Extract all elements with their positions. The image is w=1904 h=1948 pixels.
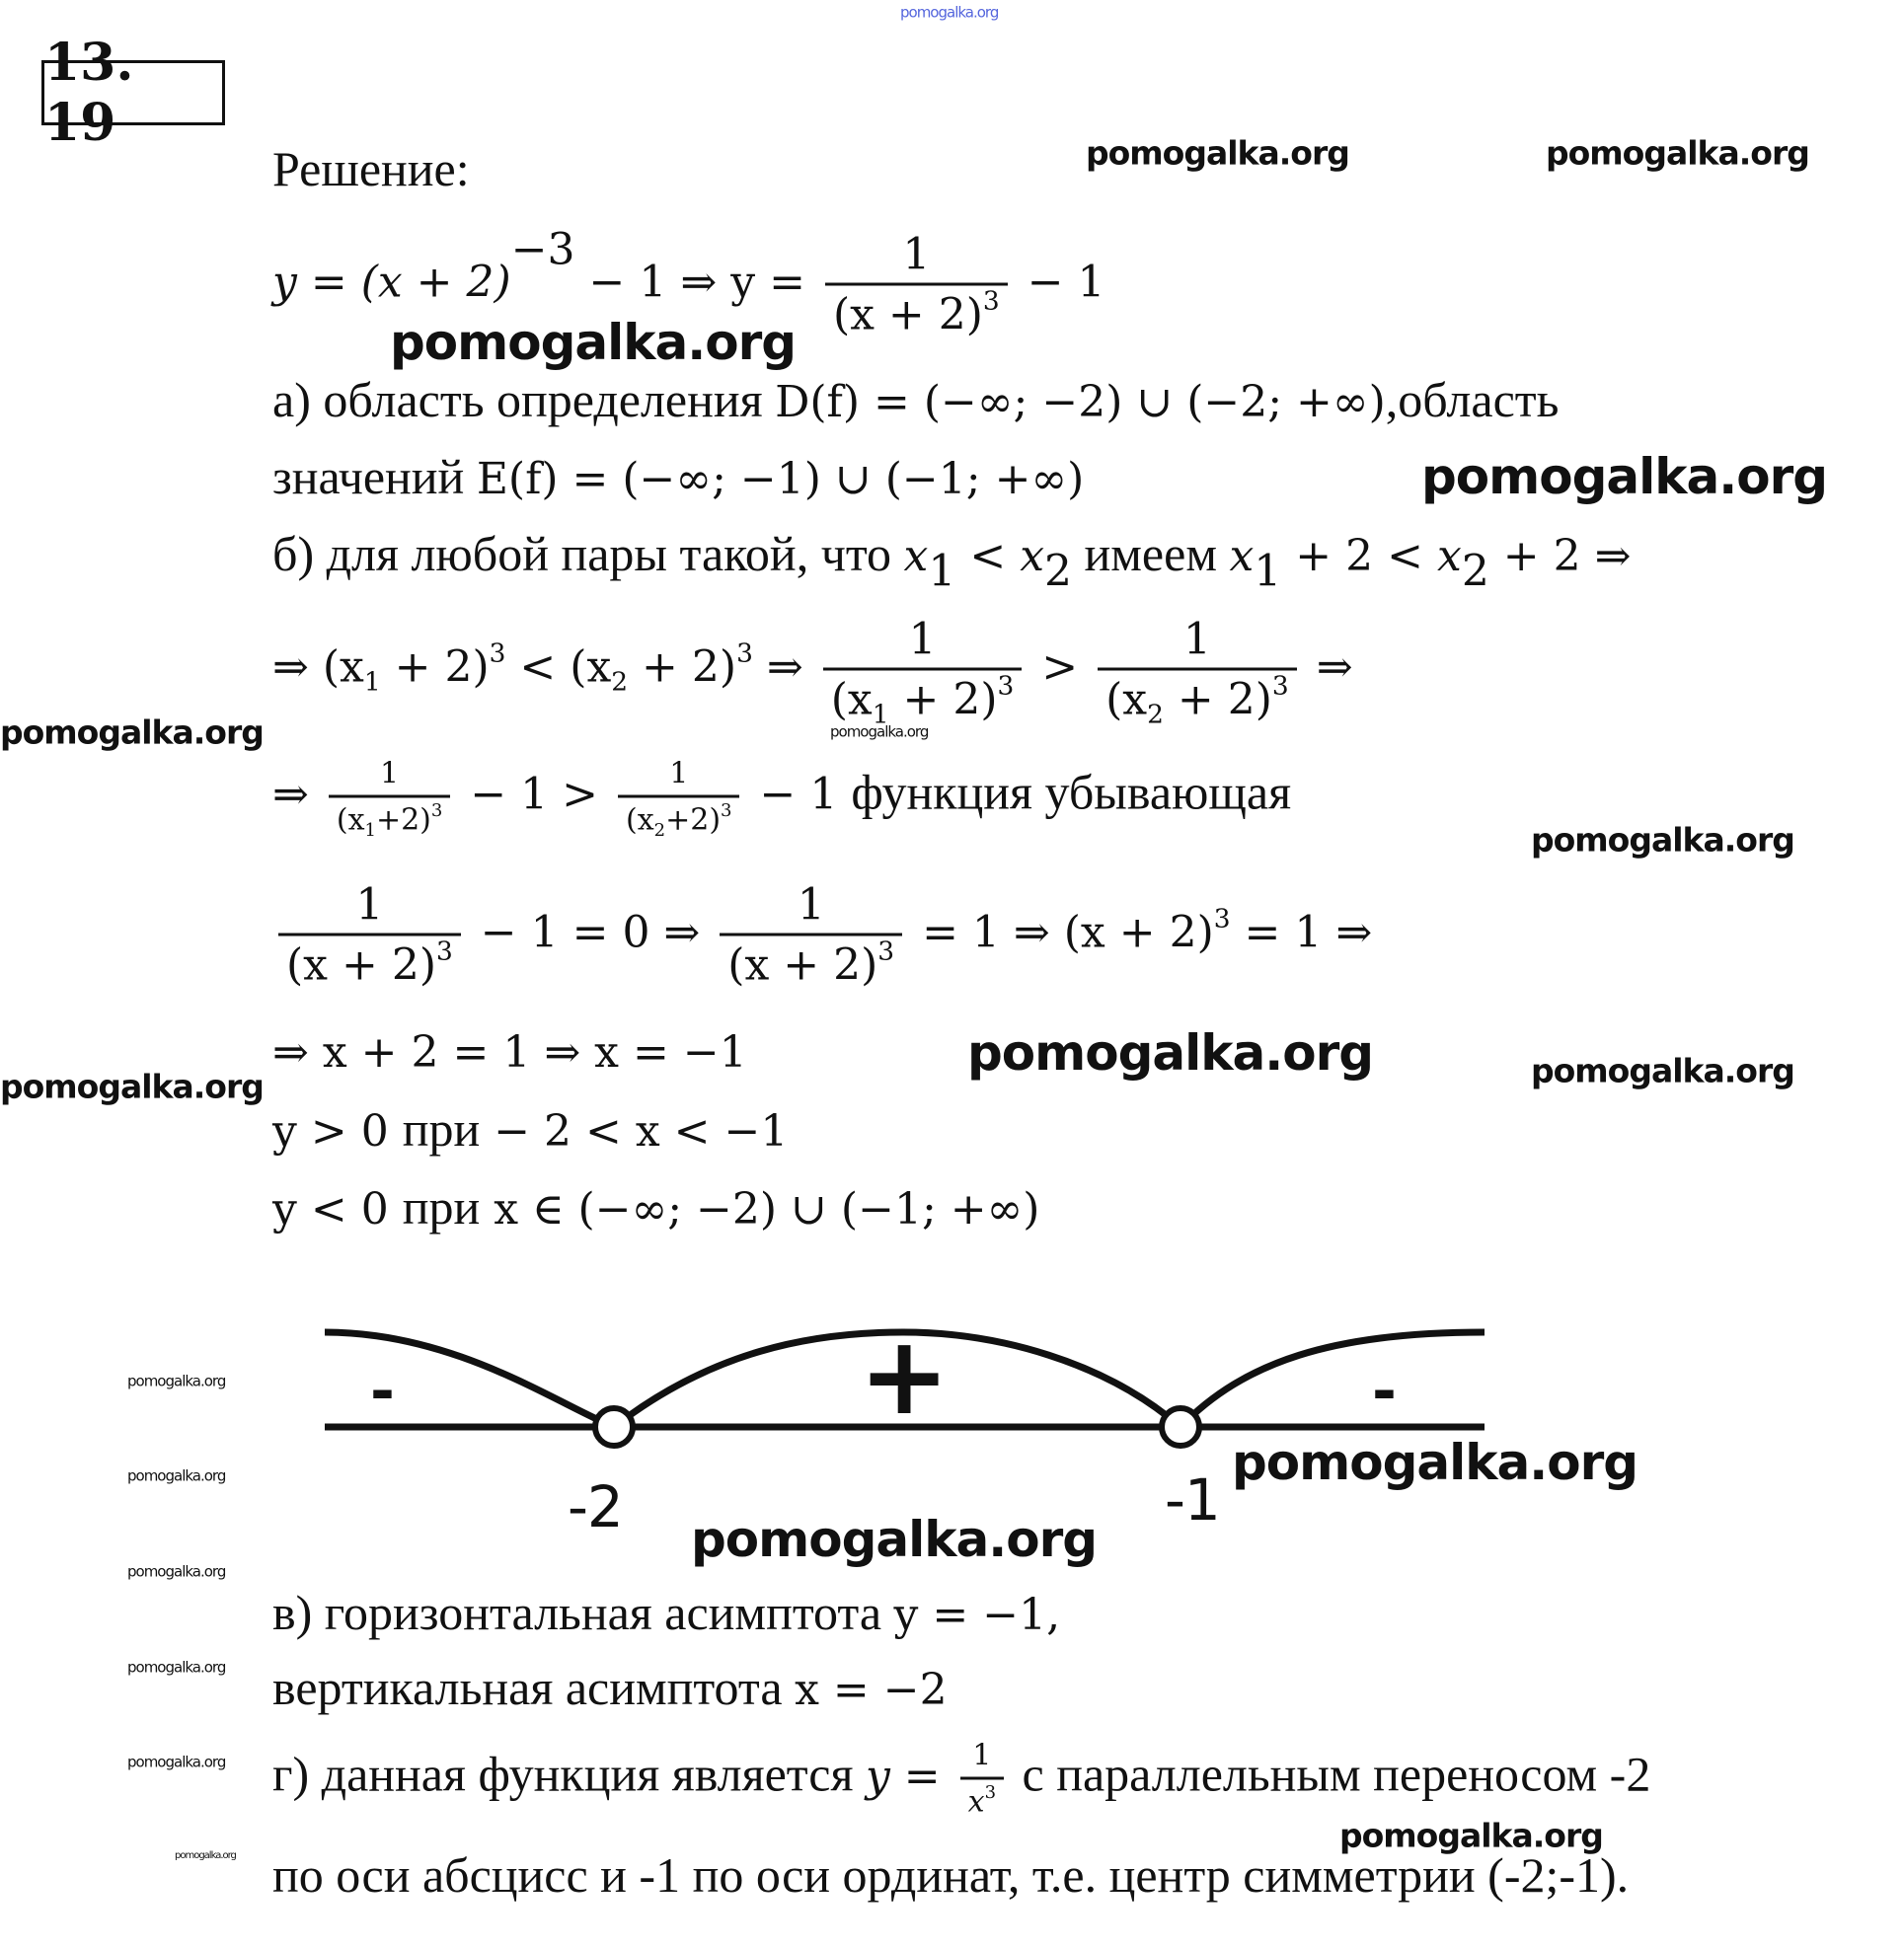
watermark: pomogalka.org [830, 722, 929, 741]
transform-line-2: по оси абсцисс и -1 по оси ординат, т.е. центр симметрии (-2;-1). [272, 1847, 1630, 1903]
problem-number: 13. 19 [41, 60, 225, 125]
sign-arc-left [325, 1332, 614, 1427]
horizontal-asymptote: в) горизонтальная асимптота y = −1, [272, 1585, 1061, 1640]
open-point-minus-1 [1162, 1408, 1199, 1446]
sign-middle: + [859, 1312, 950, 1439]
watermark: pomogalka.org [1086, 133, 1349, 173]
watermark: pomogalka.org [0, 712, 264, 752]
watermark: pomogalka.org [127, 1562, 226, 1581]
watermark: pomogalka.org [127, 1658, 226, 1677]
monotonic-line-1: б) для любой пары такой, что $x_1 < x_2$ имеем $x_1 + 2 < x_2 + 2$ ⇒ [272, 526, 1632, 597]
zero-solution: ⇒ x + 2 = 1 ⇒ x = −1 [272, 1027, 747, 1078]
watermark: pomogalka.org [691, 1511, 1098, 1568]
label-minus-1: -1 [1165, 1466, 1220, 1534]
positive-interval: y > 0 при − 2 < x < −1 [272, 1101, 789, 1157]
watermark: pomogalka.org [1546, 133, 1809, 173]
watermark: pomogalka.org [1232, 1434, 1638, 1491]
domain-line: а) область определения D(f) = (−∞; −2) ∪ (−2; +∞),область [272, 372, 1560, 427]
vertical-asymptote: вертикальная асимптота x = −2 [272, 1660, 948, 1715]
sign-arc-right [1180, 1332, 1485, 1427]
label-minus-2: -2 [568, 1473, 623, 1540]
watermark: pomogalka.org [127, 1753, 226, 1771]
watermark: pomogalka.org [1339, 1816, 1603, 1855]
top-watermark: pomogalka.org [900, 3, 999, 22]
open-point-minus-2 [595, 1408, 633, 1446]
monotonic-line-2: ⇒ $(x_1 + 2)^3 < (x_2 + 2)^3$ ⇒ $\frac{1}{(x_1 + 2)^3}$ > $\frac{1}{(x_2 + 2)^3}$ ⇒ [272, 614, 1353, 730]
transform-line-1: г) данная функция является y = $\frac{1}{x^3}$ с параллельным переносом -2 [272, 1738, 1651, 1820]
range-line: значений E(f) = (−∞; −1) ∪ (−1; +∞) [272, 449, 1085, 504]
watermark: pomogalka.org [127, 1372, 226, 1390]
sign-right: - [1372, 1357, 1396, 1426]
sign-left: - [370, 1357, 394, 1426]
watermark: pomogalka.org [1531, 1051, 1794, 1090]
solution-heading: Решение: [272, 141, 470, 196]
watermark: pomogalka.org [0, 1067, 264, 1106]
watermark: pomogalka.org [1421, 448, 1828, 505]
watermark: pomogalka.org [390, 314, 797, 371]
watermark: pomogalka.org [127, 1466, 226, 1485]
watermark: pomogalka.org [1531, 820, 1794, 860]
watermark: pomogalka.org [175, 1850, 236, 1861]
negative-interval: y < 0 при x ∈ (−∞; −2) ∪ (−1; +∞) [272, 1179, 1040, 1235]
monotonic-line-3: ⇒ $\frac{1}{(x_1+2)^3}$ − 1 > $\frac{1}{(x_2+2)^3}$ − 1 функция убывающая [272, 756, 1292, 841]
zero-equation: $\frac{1}{(x + 2)^3}$ − 1 = 0 ⇒ $\frac{1}{(x + 2)^3}$ = 1 ⇒ $(x + 2)^3 = 1$ ⇒ [272, 884, 1372, 988]
watermark: pomogalka.org [967, 1024, 1374, 1082]
formula-line-1: $y = (x + 2)^{-3} - 1$ ⇒ y = $\frac{1}{(x + 2)^3}$ − 1 [272, 224, 1105, 340]
